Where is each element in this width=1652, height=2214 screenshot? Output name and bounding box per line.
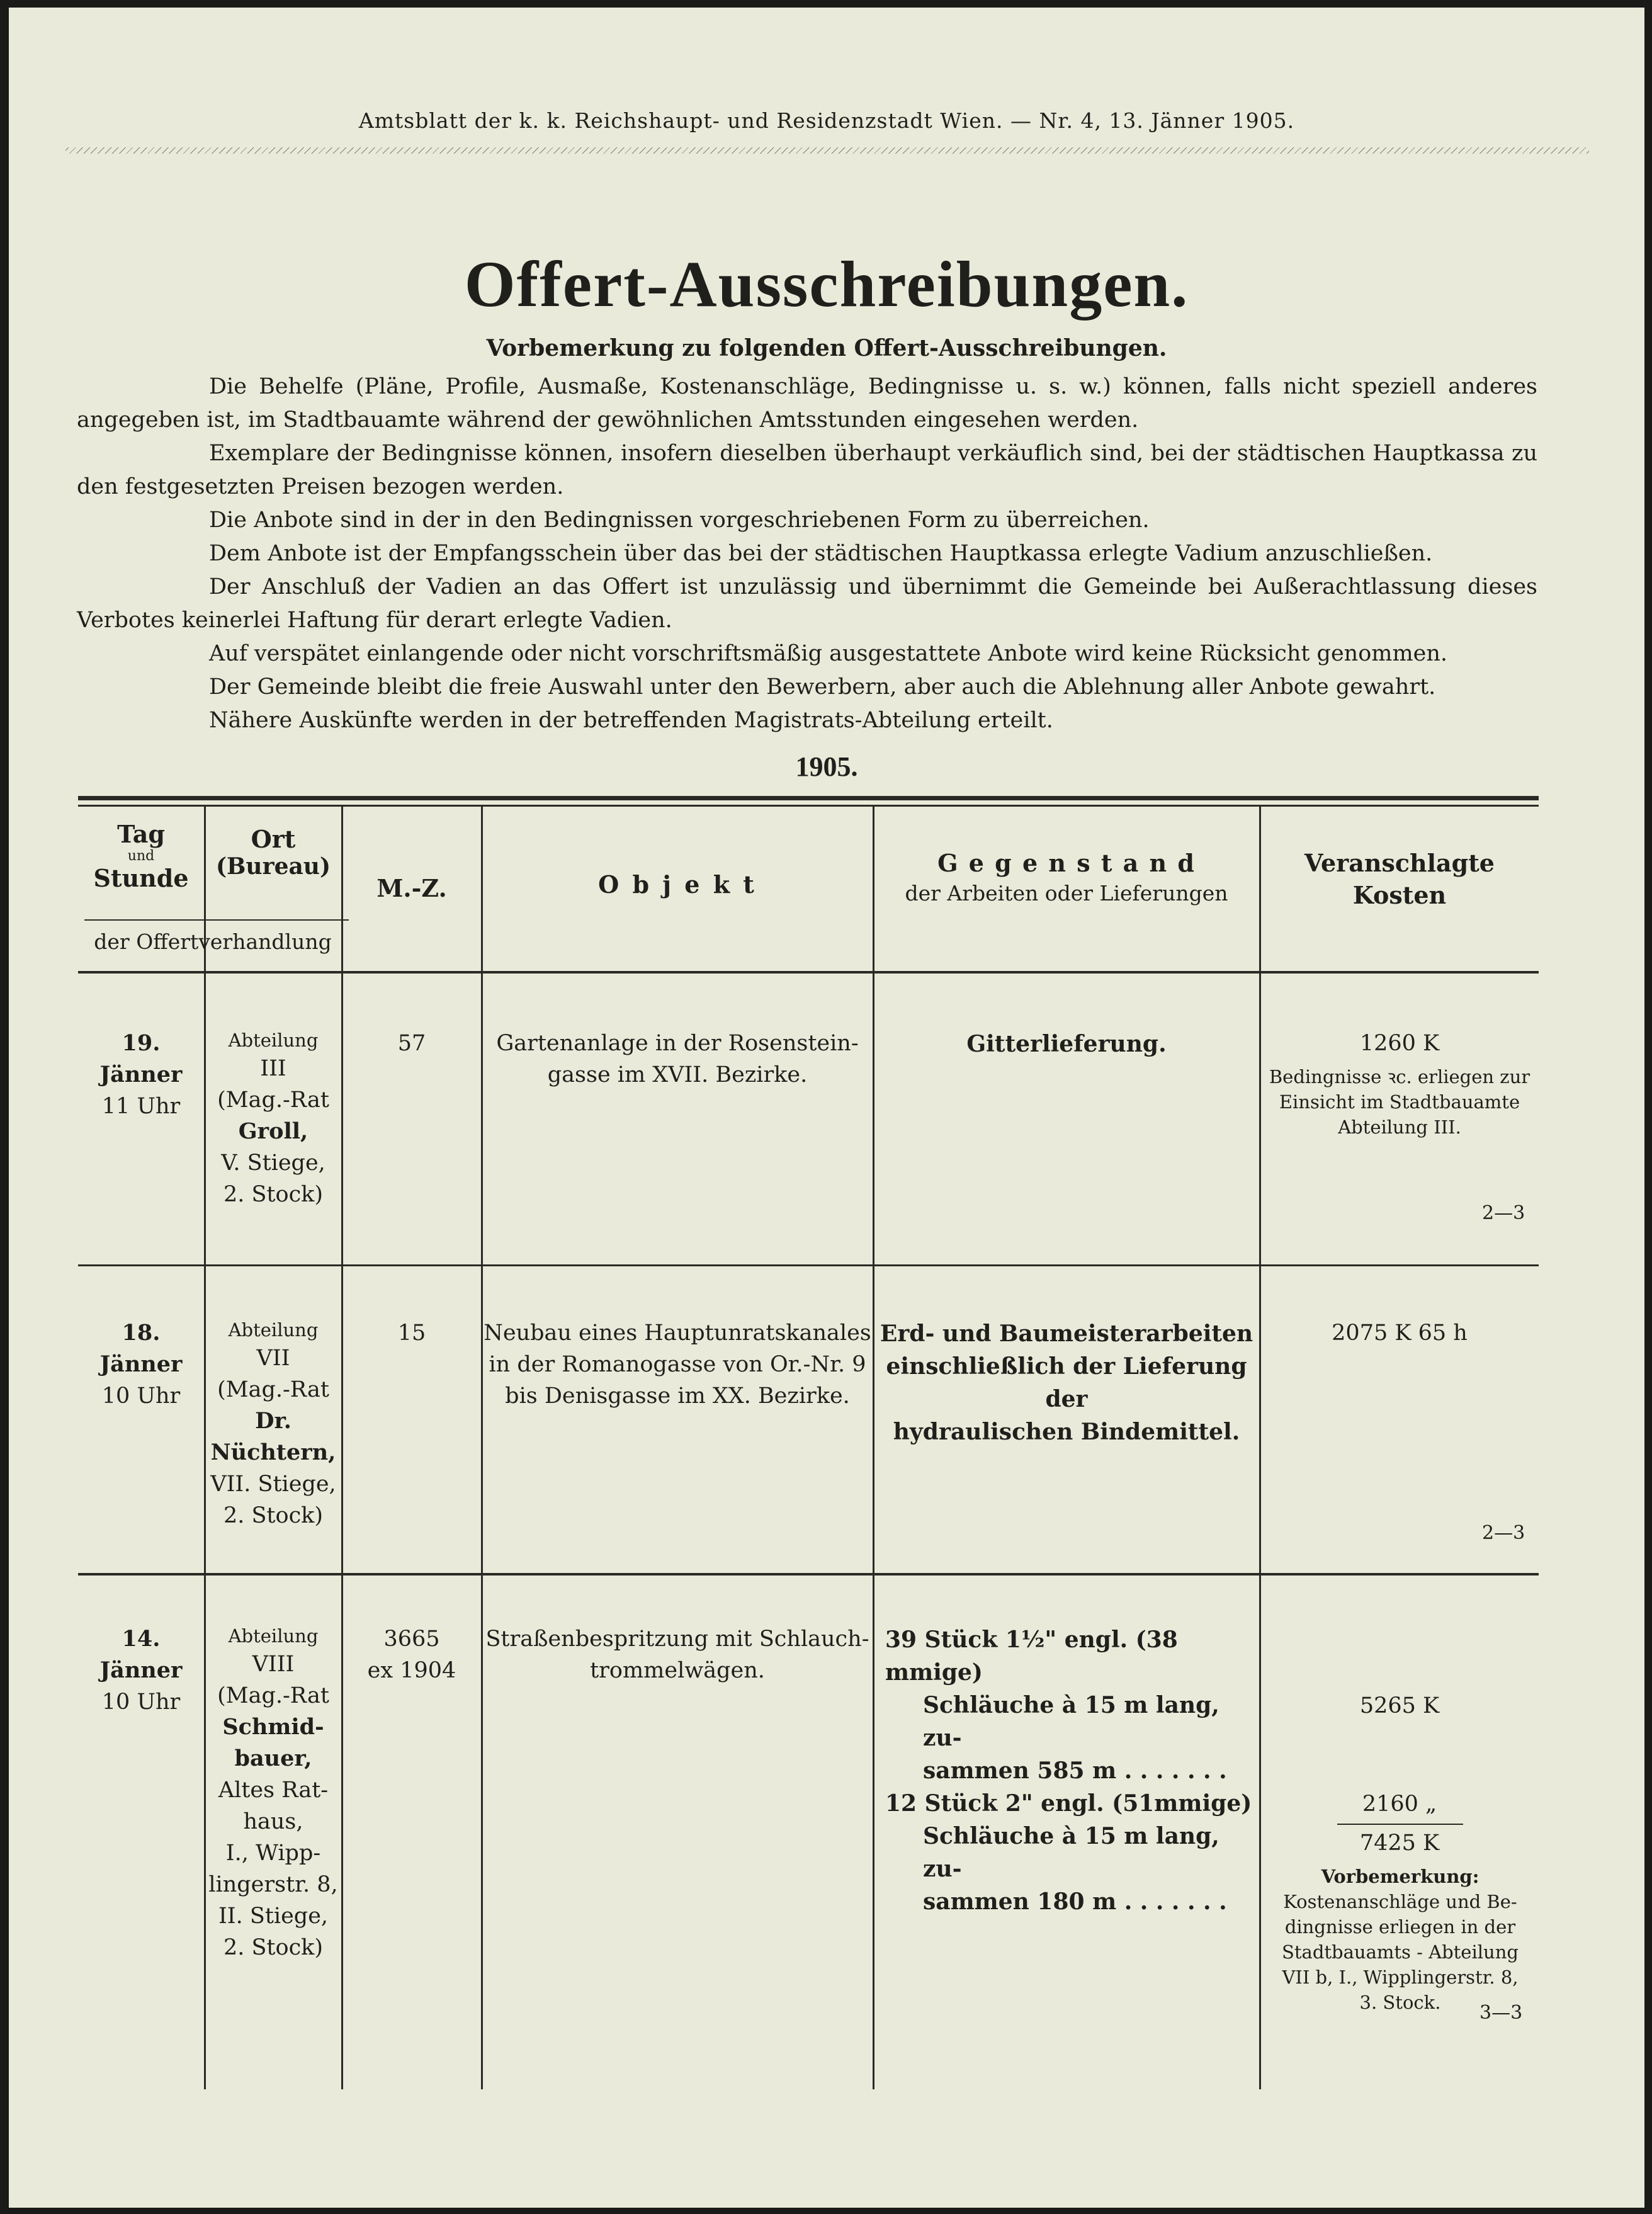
gegenstand-line: sammen 585 m . . . . . . . [923,1757,1227,1784]
page-title: Offert-Ausschreibungen. [464,248,1189,321]
header-gegenstand-bottom: der Arbeiten oder Lieferungen [905,881,1228,905]
objekt-line: in der Romanogasse von Or.-Nr. 9 [489,1352,866,1377]
table-row-2-gegenstand [874,1317,1259,1448]
kosten-note-line: Vorbemerkung: [1321,1866,1479,1887]
ort-line: (Mag.-Rat [217,1683,329,1708]
header-offertverhandlung: der Offertverhandlung [94,929,332,954]
row-divider [78,1264,1539,1266]
header-stunde: Stunde [93,864,189,892]
row-time: 10 Uhr [101,1689,181,1715]
table-row-3-ort [205,1623,341,1963]
table-row-3-kosten-item-2: 2160 „ [1362,1791,1437,1817]
paragraph: Die Anbote sind in der in den Bedingnissen vorgeschriebenen Form zu überreichen. [209,508,1150,533]
row-date: 14. Jänner [99,1626,183,1683]
ort-line: Altes Rat- [218,1778,329,1803]
paragraph: Der Gemeinde bleibt die freie Auswahl unter den Bewerbern, aber auch die Ablehnung aller Anbote gewahrt. [209,674,1436,700]
table-row-3-objekt [482,1623,873,1686]
gegenstand-line: Erd- und Baumeisterarbeiten [880,1320,1253,1347]
header-tag: Tag [117,820,165,848]
ort-line: III [260,1056,286,1081]
gegenstand-line: Schläuche à 15 m lang, zu- [923,1823,1219,1882]
table-row-3-ref: 3—3 [1479,2002,1523,2024]
table-row-3-gegenstand [885,1623,1257,1918]
table-row-3-kosten-item-1: 5265 K [1359,1693,1440,1718]
kosten-note-line: Einsicht im Stadtbauamte [1279,1091,1520,1113]
header-und: und [127,848,155,864]
paragraph: Auf verspätet einlangende oder nicht vorschriftsmäßig ausgestattete Anbote wird keine Rücksicht genommen. [209,641,1448,666]
ort-line: VII. Stiege, [210,1472,336,1497]
ort-line: (Mag.-Rat [217,1087,329,1113]
kosten-note-line: Bedingnisse ꝛc. erliegen zur [1269,1066,1530,1087]
table-row-1-kosten [1260,1028,1539,1140]
objekt-line: Neubau eines Hauptunratskanales [484,1320,871,1346]
table-header-rule [78,971,1539,974]
ort-line: Nüchtern, [210,1439,336,1465]
row-date: 18. Jänner [99,1320,183,1377]
table-row-3-mz [342,1623,481,1686]
table-top-rule [78,796,1539,800]
kosten-note-line: 3. Stock. [1359,1992,1441,2013]
gegenstand-line: einschließlich der Lieferung der [886,1353,1247,1412]
ort-line: Abteilung [228,1319,319,1341]
table-row-2-ort [205,1317,341,1531]
table-row-2-kosten: 2075 K 65 h [1332,1320,1468,1346]
header-sub-rule [84,919,349,921]
header-ort-top: Ort [251,825,296,853]
objekt-line: Gartenanlage in der Rosenstein- [496,1031,859,1056]
ort-line: Abteilung [228,1030,319,1051]
gegenstand-line: 12 Stück 2" engl. (51mmige) [885,1790,1252,1817]
table-row-2-ref: 2—3 [1482,1522,1525,1544]
ort-line: Abteilung [228,1625,319,1647]
table-row-1-tag [78,1028,204,1122]
year-heading: 1905. [795,751,858,782]
table-row-1-ref: 2—3 [1482,1202,1525,1224]
kosten-note-line: Kostenanschläge und Be- [1283,1891,1517,1912]
header-kosten-bottom: Kosten [1352,881,1447,909]
table-row-2-tag [78,1317,204,1412]
header-kosten-top: Veranschlagte [1304,849,1495,877]
objekt-line: Straßenbespritzung mit Schlauch- [485,1626,869,1652]
table-row-1-gegenstand: Gitterlieferung. [966,1031,1167,1057]
row-time: 11 Uhr [101,1094,181,1119]
objekt-line: bis Denisgasse im XX. Bezirke. [505,1383,850,1409]
table-row-3-tag [78,1623,204,1718]
page-subtitle: Vorbemerkung zu folgenden Offert-Ausschreibungen. [486,335,1167,361]
running-head: Amtsblatt der k. k. Reichshaupt- und Residenzstadt Wien. — Nr. 4, 13. Jänner 1905. [358,108,1295,133]
table-row-2-objekt [482,1317,873,1412]
header-objekt: O b j e k t [598,870,757,899]
objekt-line: trommelwägen. [590,1658,765,1683]
table-row-3-kosten-note [1262,1864,1539,2015]
column-rule [341,805,343,2089]
kosten-note-line: dingnisse erliegen in der [1284,1916,1516,1938]
gegenstand-line: 39 Stück 1½" engl. (38 mmige) [885,1626,1178,1686]
ort-line: Schmid- [222,1714,324,1740]
mz-line: 3665 [383,1626,440,1652]
sum-rule [1337,1824,1463,1825]
gegenstand-line: sammen 180 m . . . . . . . [923,1888,1227,1915]
header-kosten [1260,849,1539,909]
kosten-note-line: Abteilung III. [1338,1116,1461,1138]
table-row-3-kosten-total: 7425 K [1359,1831,1440,1856]
ort-line: bauer, [234,1746,312,1771]
header-gegenstand [874,849,1259,905]
header-tag-stunde [78,820,204,892]
paragraph: Die Behelfe (Pläne, Profile, Ausmaße, Kostenanschläge, Bedingnisse u. s. w.) können, falls nicht speziell anderes angegeben ist, im Stadtbauamte während der gewöhnlichen Amtsstunden eingesehen werden. [77,374,1537,433]
ort-line: VII [256,1346,290,1371]
header-mz: M.-Z. [376,874,447,902]
preliminary-notes [77,370,1537,737]
ort-line: I., Wipp- [225,1841,321,1866]
paragraph: Nähere Auskünfte werden in der betreffenden Magistrats-Abteilung erteilt. [209,708,1053,733]
ort-line: Groll, [238,1118,308,1144]
objekt-line: gasse im XVII. Bezirke. [547,1062,808,1087]
gegenstand-line: Schläuche à 15 m lang, zu- [923,1692,1219,1751]
ort-line: 2. Stock) [223,1935,324,1960]
ort-line: II. Stiege, [218,1904,329,1929]
document-page [9,8,1644,2208]
ort-line: haus, [243,1809,303,1834]
column-rule [1259,805,1261,2089]
table-row-1-ort [205,1028,341,1210]
paragraph: Exemplare der Bedingnisse können, insofern dieselben überhaupt verkäuflich sind, bei der städtischen Hauptkassa zu den festgesetzten Preisen bezogen werden. [77,441,1537,499]
ort-line: V. Stiege, [221,1150,325,1176]
mz-line: ex 1904 [367,1658,456,1683]
paragraph: Dem Anbote ist der Empfangsschein über das bei der städtischen Hauptkassa erlegte Vadium anzuschließen. [209,541,1433,566]
kosten-note-line: VII b, I., Wipplingerstr. 8, [1282,1967,1519,1988]
ort-line: lingerstr. 8, [208,1872,338,1897]
ort-line: Dr. [255,1408,291,1434]
ort-line: 2. Stock) [223,1182,324,1207]
kosten-note-line: Stadtbauamts - Abteilung [1282,1941,1519,1963]
ort-line: VIII [252,1652,295,1677]
row-date: 19. Jänner [99,1030,183,1087]
gegenstand-line: hydraulischen Bindemittel. [893,1419,1240,1445]
header-gegenstand-top: G e g e n s t a n d [937,849,1196,877]
row-divider [78,1573,1539,1575]
header-ort-bottom: (Bureau) [215,853,331,880]
table-row-1-mz: 57 [397,1031,426,1056]
ort-line: 2. Stock) [223,1503,324,1528]
ort-line: (Mag.-Rat [217,1377,329,1402]
header-ort [205,825,341,880]
column-rule [481,805,483,2089]
row-time: 10 Uhr [101,1383,181,1409]
table-row-2-mz: 15 [397,1320,426,1346]
header-rule [65,147,1589,154]
table-row-1-objekt [482,1028,873,1091]
paragraph: Der Anschluß der Vadien an das Offert ist unzulässig und übernimmt die Gemeinde bei Außerachtlassung dieses Verbotes keinerlei Haftung für derart erlegte Vadien. [77,574,1537,633]
table-top-rule-thin [78,805,1539,807]
kosten-value: 1260 K [1359,1031,1440,1056]
